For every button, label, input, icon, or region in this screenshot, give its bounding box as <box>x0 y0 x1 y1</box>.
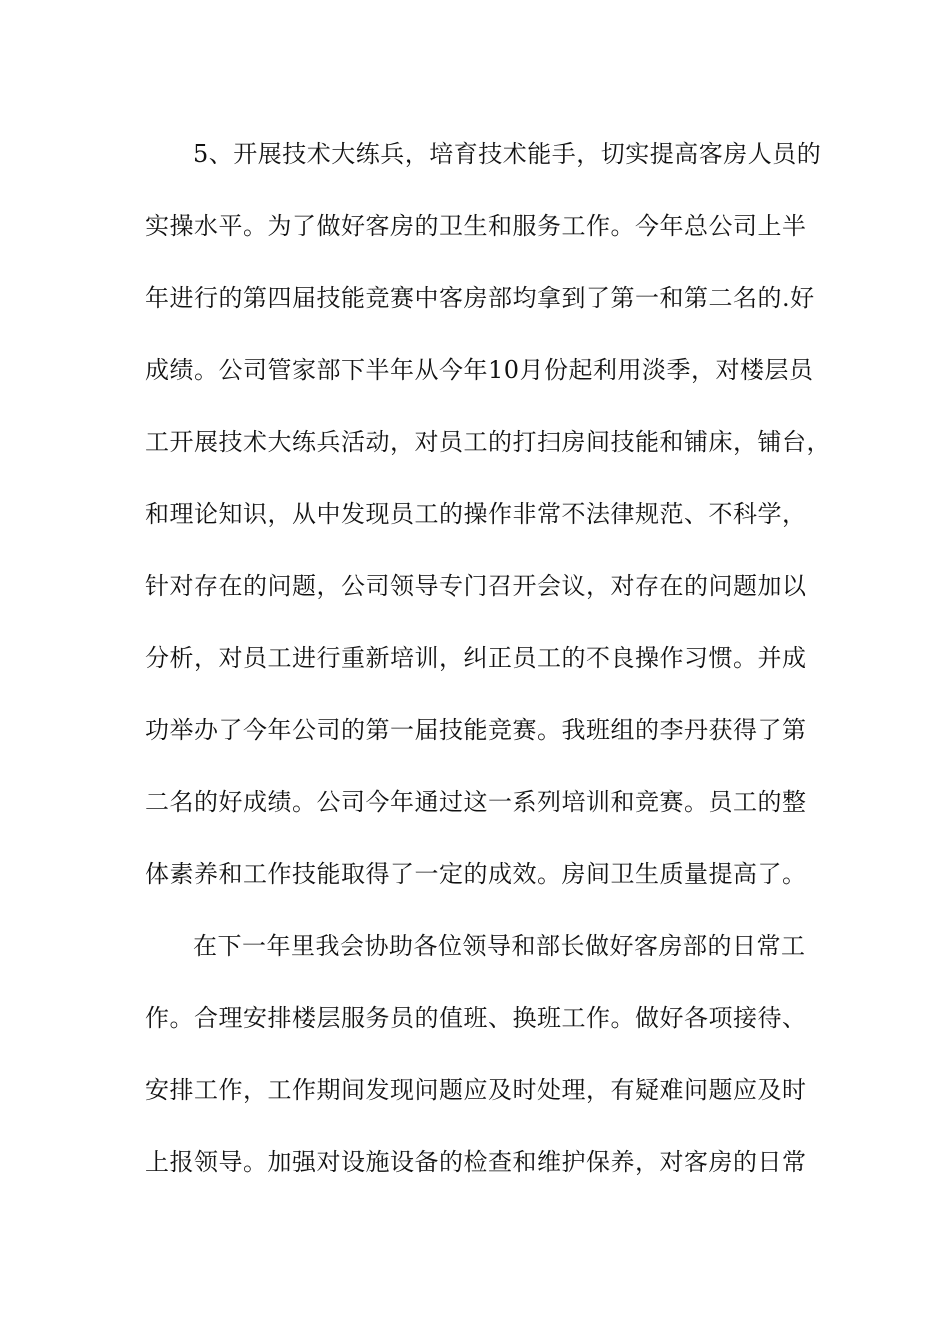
text-line: 功举办了今年公司的第一届技能竞赛。我班组的李丹获得了第 <box>145 716 807 744</box>
text-line: 二名的好成绩。公司今年通过这一系列培训和竞赛。员工的整 <box>145 788 807 816</box>
text-line: 工开展技术大练兵活动，对员工的打扫房间技能和铺床，铺台， <box>145 428 831 456</box>
text-line: 上报领导。加强对设施设备的检查和维护保养，对客房的日常 <box>145 1148 807 1176</box>
text-line: 年进行的第四届技能竞赛中客房部均拿到了第一和第二名的.好 <box>145 284 815 312</box>
text-line: 成绩。公司管家部下半年从今年10月份起利用淡季，对楼层员 <box>145 356 814 384</box>
text-line: 和理论知识，从中发现员工的操作非常不法律规范、不科学， <box>145 500 807 528</box>
text-line: 在下一年里我会协助各位领导和部长做好客房部的日常工 <box>193 932 806 960</box>
text-line: 安排工作，工作期间发现问题应及时处理，有疑难问题应及时 <box>145 1076 807 1104</box>
text-line: 体素养和工作技能取得了一定的成效。房间卫生质量提高了。 <box>145 860 807 888</box>
text-line: 针对存在的问题，公司领导专门召开会议，对存在的问题加以 <box>145 572 807 600</box>
text-line: 5、开展技术大练兵，培育技术能手，切实提高客房人员的 <box>193 140 822 168</box>
text-line: 作。合理安排楼层服务员的值班、换班工作。做好各项接待、 <box>145 1004 807 1032</box>
text-line: 分析，对员工进行重新培训，纠正员工的不良操作习惯。并成 <box>145 644 807 672</box>
text-line: 实操水平。为了做好客房的卫生和服务工作。今年总公司上半 <box>145 212 807 240</box>
